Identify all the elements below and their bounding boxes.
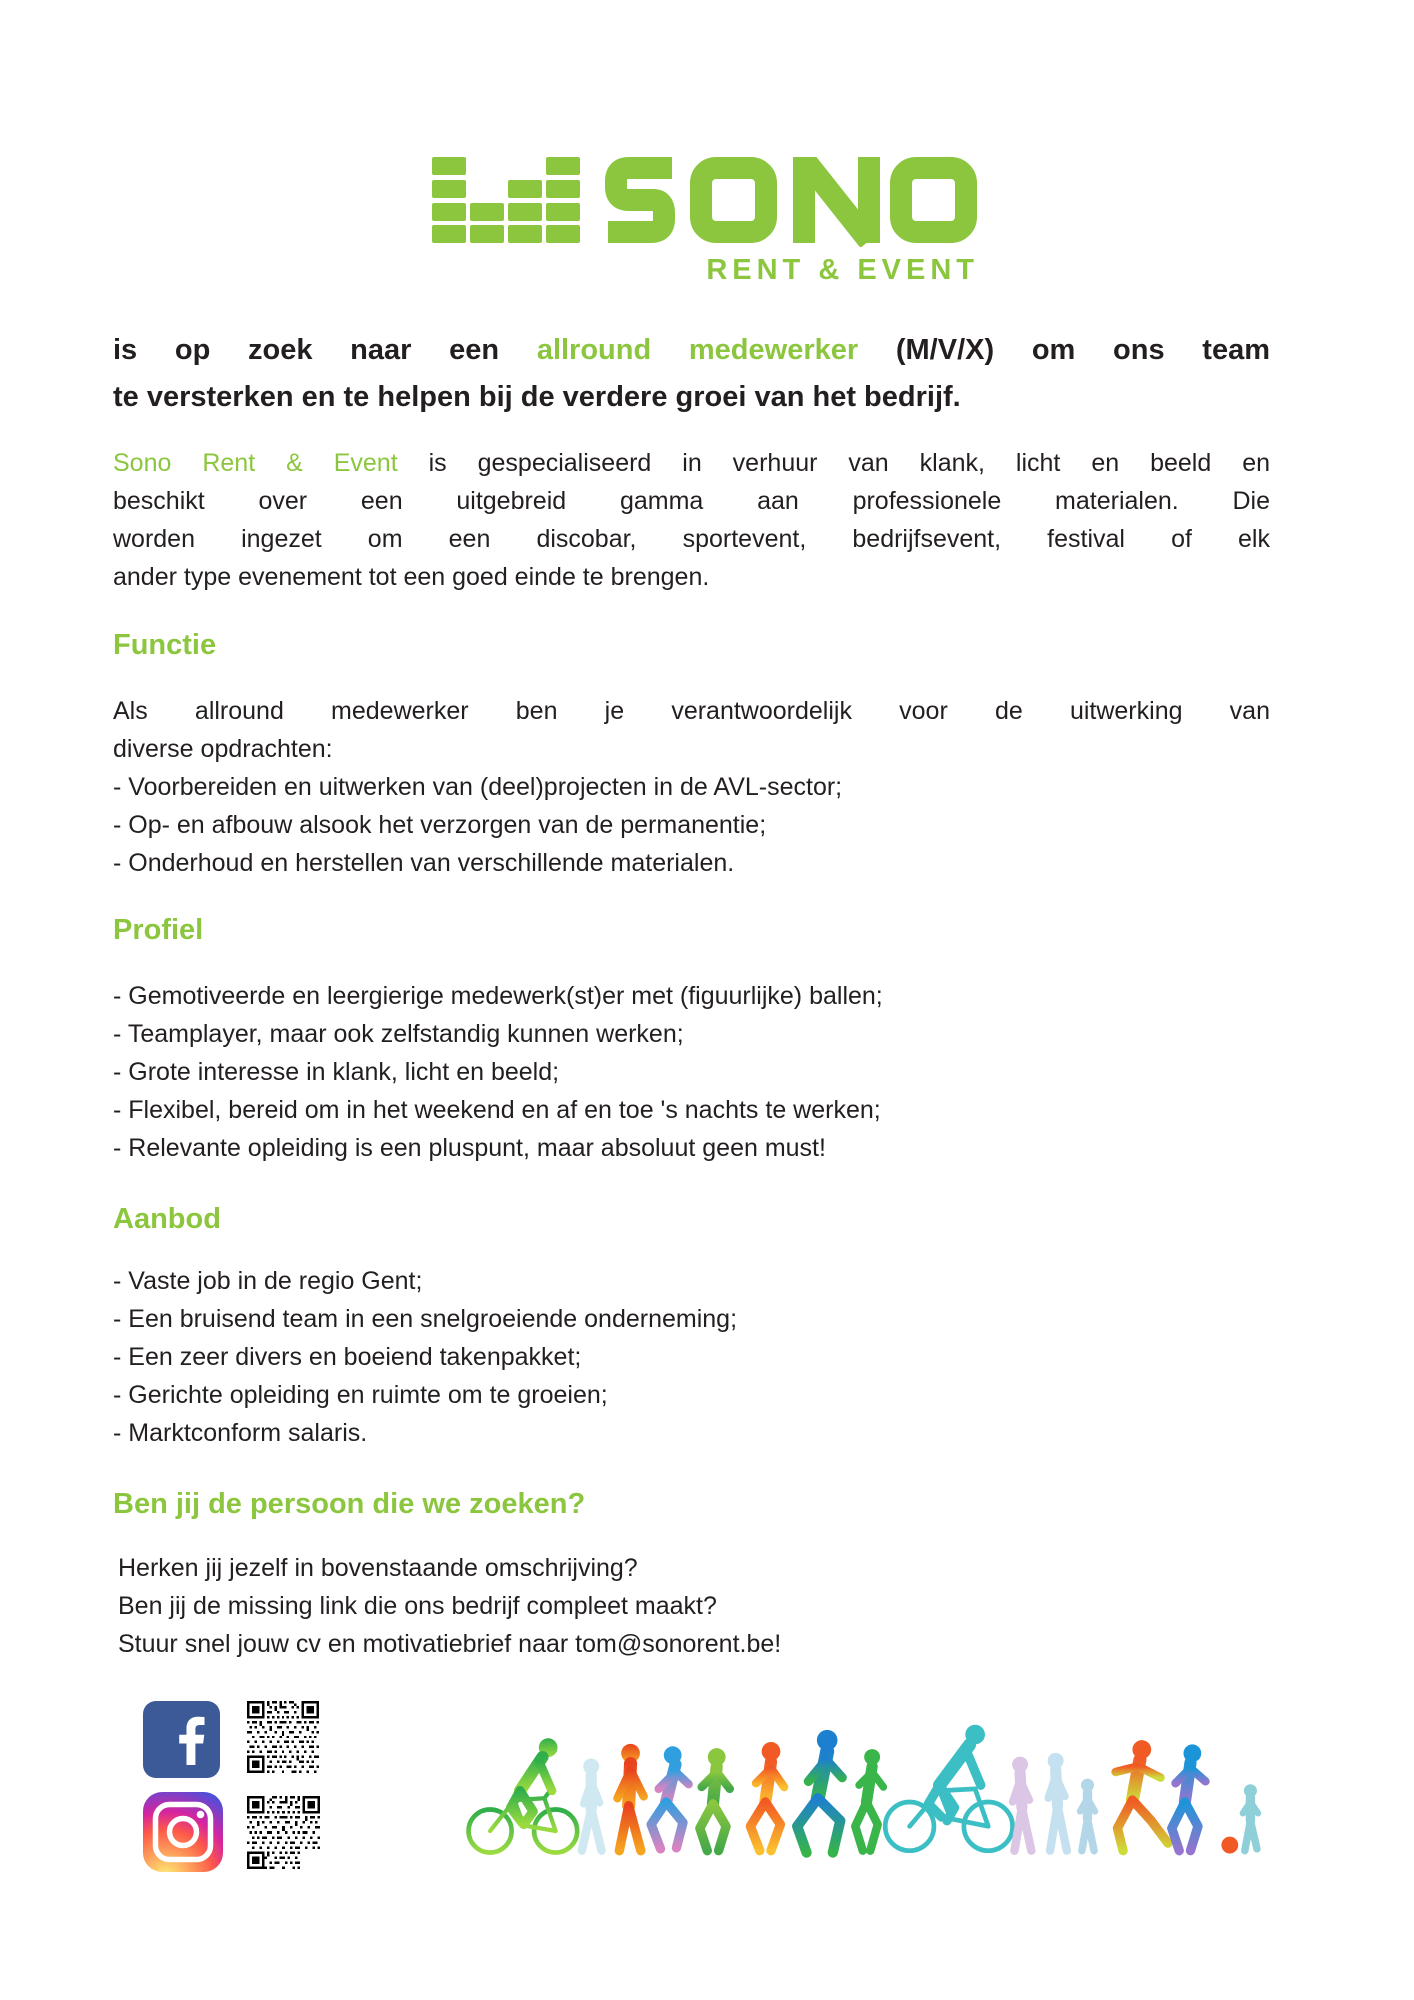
headline-line-1 xyxy=(113,327,1270,374)
silhouette-runner-bluepink xyxy=(651,1746,688,1849)
section-cta-body xyxy=(118,1549,1275,1663)
intro-line-1 xyxy=(113,444,1270,482)
functie-line: - Onderhoud en herstellen van verschillende materialen. xyxy=(113,849,735,877)
ball-icon xyxy=(1221,1837,1238,1854)
section-functie-body xyxy=(113,692,1270,882)
silhouette-runner-orange xyxy=(750,1742,784,1851)
section-profiel-body xyxy=(113,977,1270,1167)
silhouette-cyclist-green xyxy=(469,1738,578,1852)
silhouette-walker-red xyxy=(617,1744,643,1851)
headline-post: (M/V/X) om ons team xyxy=(858,334,1270,366)
aanbod-line: - Marktconform salaris. xyxy=(113,1419,368,1447)
sports-people-illustration xyxy=(462,1712,1286,1862)
company-name: Sono Rent & Event xyxy=(113,449,398,477)
section-title-cta: Ben jij de persoon die we zoeken? xyxy=(113,1488,586,1520)
functie-line: - Voorbereiden en uitwerken van (deel)projecten in de AVL-sector; xyxy=(113,773,843,801)
silhouette-child-teal xyxy=(1243,1784,1258,1850)
aanbod-line: - Gerichte opleiding en ruimte om te groeien; xyxy=(113,1381,608,1409)
silhouette-cyclist-teal xyxy=(885,1725,1012,1851)
intro-line-3: worden ingezet om een discobar, sportevent, bedrijfsevent, festival of elk xyxy=(113,525,1270,553)
headline-line-2: te versterken en te helpen bij de verdere groei van het bedrijf. xyxy=(113,381,961,413)
section-title-profiel: Profiel xyxy=(113,914,204,946)
brand-letters xyxy=(608,157,966,243)
silhouette-player-blue xyxy=(1172,1744,1206,1850)
functie-line: Als allround medewerker ben je verantwoordelijk voor de uitwerking van xyxy=(113,697,1270,725)
silhouette-runner-green xyxy=(855,1749,883,1851)
equalizer-bars-icon xyxy=(432,157,580,243)
silhouette-runner-blue-large xyxy=(797,1730,842,1853)
section-aanbod-body xyxy=(113,1262,1270,1452)
silhouette-child-paleblue xyxy=(1080,1779,1095,1851)
aanbod-line: - Een zeer divers en boeiend takenpakket; xyxy=(113,1343,582,1371)
intro-line-4: ander type evenement tot een goed einde te brengen. xyxy=(113,563,710,591)
intro-line-1-rest: is gespecialiseerd in verhuur van klank, licht en beeld en xyxy=(397,449,1271,477)
intro-paragraph xyxy=(113,444,1270,596)
headline-highlight: allround medewerker xyxy=(536,334,859,366)
cta-line: Herken jij jezelf in bovenstaande omschrijving? xyxy=(118,1554,638,1582)
profiel-line: - Flexibel, bereid om in het weekend en af en toe 's nachts te werken; xyxy=(113,1096,881,1124)
aanbod-line: - Vaste job in de regio Gent; xyxy=(113,1267,423,1295)
profiel-line: - Grote interesse in klank, licht en beeld; xyxy=(113,1058,560,1086)
profiel-line: - Gemotiveerde en leergierige medewerk(st)er met (figuurlijke) ballen; xyxy=(113,982,883,1010)
logo-tagline: RENT & EVENT xyxy=(706,254,979,286)
logo xyxy=(432,157,983,287)
instagram-qr-code[interactable] xyxy=(247,1796,320,1869)
silhouette-runner-lime xyxy=(700,1748,730,1851)
intro-line-2: beschikt over een uitgebreid gamma aan professionele materialen. Die xyxy=(113,487,1270,515)
silhouette-walker-paleblue xyxy=(582,1758,602,1850)
cta-line: Ben jij de missing link die ons bedrijf compleet maakt? xyxy=(118,1592,717,1620)
sono-logo-graphic xyxy=(432,157,983,247)
profiel-line: - Relevante opleiding is een pluspunt, maar absoluut geen must! xyxy=(113,1134,826,1162)
profiel-line: - Teamplayer, maar ook zelfstandig kunnen werken; xyxy=(113,1020,684,1048)
silhouette-walker-lavender xyxy=(1012,1757,1031,1851)
headline xyxy=(113,327,1270,421)
instagram-icon[interactable] xyxy=(143,1792,223,1872)
facebook-icon[interactable] xyxy=(143,1701,220,1778)
section-title-aanbod: Aanbod xyxy=(113,1203,221,1235)
facebook-qr-code[interactable] xyxy=(247,1701,319,1773)
silhouette-walker-lightblue xyxy=(1048,1753,1067,1851)
cta-line: Stuur snel jouw cv en motivatiebrief naar tom@sonorent.be! xyxy=(118,1630,782,1658)
silhouette-football-player-orange xyxy=(1116,1740,1168,1850)
headline-pre: is op zoek naar een xyxy=(113,334,537,366)
section-title-functie: Functie xyxy=(113,629,217,661)
functie-line: diverse opdrachten: xyxy=(113,735,333,763)
functie-line: - Op- en afbouw alsook het verzorgen van de permanentie; xyxy=(113,811,767,839)
aanbod-line: - Een bruisend team in een snelgroeiende onderneming; xyxy=(113,1305,738,1333)
